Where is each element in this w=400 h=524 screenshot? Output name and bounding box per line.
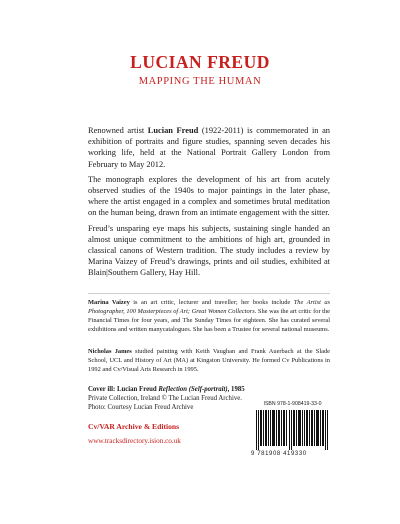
barcode-digits: 9 781908 419330 — [251, 451, 307, 457]
description-paragraph-2: The monograph explores the development of his art from acutely observed studies of the 1940s to major paintings in the later phase, where the artist engaged in a complex and sometimes brutal meditation on the human being, drawn from an intimate engagement with the sitter. — [88, 174, 330, 218]
author-bio-vaizey: Marina Vaizey is an art critic, lecturer and traveller; her books include The Artist as Photographer, 100 Masterpieces of Art; Great Women Collectors. She was the art critic for the Financial Times for four years, and The Sunday Times for eighteen. She has curated several exhibitions and written manycatalogues. She has been a Trustee for several national museums. — [88, 299, 331, 333]
publisher-url[interactable]: www.tracksdirectory.ision.co.uk — [88, 437, 181, 445]
description — [88, 125, 330, 283]
book-title: LUCIAN FREUD — [130, 52, 270, 72]
cover-credit: Cover ill: Lucian Freud Reflection (Self-portrait), 1985 Private Collection, Ireland © The Lucian Freud Archive. Photo: Courtesy Lucian Freud Archive — [88, 386, 245, 412]
divider — [88, 293, 330, 294]
barcode-icon — [255, 410, 330, 450]
publisher-name: Cv/VAR Archive & Editions — [88, 422, 180, 431]
author-name: Marina Vaizey — [88, 299, 130, 306]
description-paragraph-1: Renowned artist Lucian Freud (1922-2011) is commemorated in an exhibition of portraits and figure studies, spanning seven decades his working life, held at the National Portrait Gallery London from February to May 2012. — [88, 126, 330, 169]
author-name: Nicholas James — [88, 348, 132, 355]
author-bio-james: Nicholas James studied painting with Keith Vaughan and Frank Auerbach at the Slade School, UCL and History of Art (MA) at Kingston University. He formed Cv Publications in 1992 and Cv/Visual Arts Research in 1995. — [88, 348, 330, 373]
description-paragraph-3: Freud’s unsparing eye maps his subjects, sustaining single handed an almost unique commitment to the ambitions of high art, grounded in classical canons of Western tradition. The study includes a review by Marina Vaizey of Freud’s drawings, prints and oil studies, exhibited at Blain|Southern Gallery, Hay Hill. — [88, 223, 330, 278]
publisher — [88, 420, 263, 448]
book-subtitle: MAPPING THE HUMAN — [138, 76, 262, 87]
isbn-label: ISBN 978-1-908419-33-0 — [263, 401, 322, 407]
artist-name: Lucian Freud — [147, 126, 199, 135]
